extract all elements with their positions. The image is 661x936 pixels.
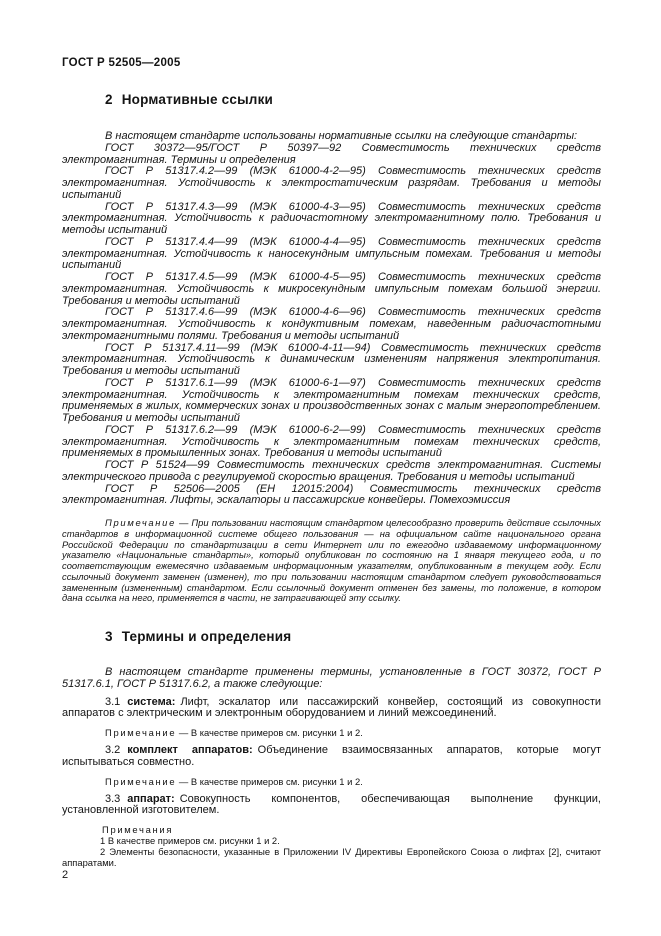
- section-2-note: [62, 518, 601, 604]
- term-number: 3.1: [105, 695, 121, 708]
- reference-entry: ГОСТ Р 51317.4.11—99 (МЭК 61000-4-11—94) Совместимость технических средств электромагнитная. Устойчивость к динамическим изменениям напряжения электропитания. Требования и методы испытаний: [62, 341, 601, 377]
- page-number: 2: [62, 869, 69, 881]
- section-3-number: 3: [105, 629, 113, 644]
- section-3-intro: В настоящем стандарте применены термины, установленные в ГОСТ 30372, ГОСТ Р 51317.6.1, ГОСТ Р 51317.6.2, а также следующие:: [62, 666, 601, 690]
- note-text: — При пользовании настоящим стандартом целесообразно проверить действие ссылочных стандартов в информационной системе общего пользования — на официальном сайте национального органа Российской Федерации по стандартизации в сети Интернет или по ежегодно издаваемому информационному указателю «Национальные стандарты», который опубликован по состоянию на 1 января текущего года, и по соответствующим ежемесячно издаваемым информационным указателям, опубликованным в текущем году. Если ссылочный документ заменен (изменен), то при пользовании настоящим стандартом следует руководствоваться замененным (измененным) стандартом. Если ссылочный документ отменен без замены, то положение, в котором дана ссылка на него, применяется в части, не затрагивающей эту ссылку.: [62, 517, 601, 604]
- section-2-heading: [62, 92, 601, 107]
- term-3-3-note-2: 2 Элементы безопасности, указанные в Приложении IV Директивы Европейского Союза о лифтах [2], считают аппаратами.: [62, 846, 601, 868]
- note-label: Примечание: [105, 727, 177, 738]
- term-number: 3.3: [105, 792, 121, 805]
- reference-entry: ГОСТ Р 51317.4.4—99 (МЭК 61000-4-4—95) Совместимость технических средств электромагнитная. Устойчивость к наносекундным импульсным помехам. Требования и методы испытаний: [62, 235, 601, 272]
- note-text: — В качестве примеров см. рисунки 1 и 2.: [178, 727, 363, 738]
- references-list: [62, 143, 601, 507]
- page-content: [62, 57, 601, 868]
- term-3-1: [62, 697, 601, 721]
- reference-entry: ГОСТ Р 51317.6.2—99 (МЭК 61000-6-2—99) Совместимость технических средств электромагнитная. Устойчивость к электромагнитным помехам технических средств, применяемых в промышленных зонах. Требования и методы испытаний: [62, 423, 601, 460]
- reference-entry: ГОСТ Р 51317.4.6—99 (МЭК 61000-4-6—96) Совместимость технических средств электромагнитная. Устойчивость к кондуктивным помехам, наведенным радиочастотными электромагнитными полями. Требования и методы испытаний: [62, 306, 601, 342]
- doc-code: ГОСТ Р 52505—2005: [62, 57, 181, 69]
- reference-entry: ГОСТ Р 51317.4.2—99 (МЭК 61000-4-2—95) Совместимость технических средств электромагнитная. Устойчивость к электростатическим разрядам. Требования и методы испытаний: [62, 165, 601, 201]
- term-definition: Объединение взаимосвязанных аппаратов, которые могут испытываться совместно.: [62, 744, 602, 768]
- term-3-2: [62, 745, 601, 769]
- section-2-number: 2: [105, 92, 113, 107]
- term-definition: Совокупность компонентов, обеспечивающая выполнение функции, установленной изготовителем.: [62, 792, 601, 817]
- term-3-3: [62, 794, 601, 818]
- note-label: Примечание: [105, 775, 177, 787]
- reference-entry: ГОСТ Р 51524—99 Совместимость технических средств электромагнитная. Системы электрического привода с регулируемой скоростью вращения. Требования и методы испытаний: [62, 459, 601, 483]
- note-text: — В качестве примеров см. рисунки 1 и 2.: [178, 775, 363, 787]
- term-3-1-note: [62, 727, 601, 738]
- section-3-heading: [62, 629, 601, 644]
- term-3-3-notes-label: Примечания: [102, 824, 174, 835]
- section-2-title: Нормативные ссылки: [121, 92, 274, 107]
- reference-entry: ГОСТ Р 52506—2005 (ЕН 12015:2004) Совместимость технических средств электромагнитная. Лифты, эскалаторы и пассажирские конвейеры. Помехоэмиссия: [62, 482, 601, 507]
- reference-entry: ГОСТ Р 51317.4.3—99 (МЭК 61000-4-3—95) Совместимость технических средств электромагнитная. Устойчивость к радиочастотному электромагнитному полю. Требования и методы испытаний: [62, 200, 601, 236]
- reference-entry: ГОСТ 30372—95/ГОСТ Р 50397—92 Совместимость технических средств электромагнитная. Термины и определения: [62, 141, 601, 166]
- reference-entry: ГОСТ Р 51317.4.5—99 (МЭК 61000-4-5—95) Совместимость технических средств электромагнитная. Устойчивость к микросекундным импульсным помехам большой энергии. Требования и методы испытаний: [62, 271, 601, 307]
- term-name: аппарат:: [127, 792, 175, 805]
- reference-entry: ГОСТ Р 51317.6.1—99 (МЭК 61000-6-1—97) Совместимость технических средств электромагнитная. Устойчивость к электромагнитным помехам технических средств, применяемых в жилых, коммерческих зонах и производственных зонах с малым энергопотреблением. Требования и методы испытаний: [62, 376, 601, 424]
- section-3-title: Термины и определения: [121, 629, 292, 644]
- note-label: Примечание: [105, 517, 176, 528]
- term-definition: Лифт, эскалатор или пассажирский конвейер, состоящий из совокупности аппаратов с электрическим и электронным оборудованием и линий межсоединений.: [62, 695, 601, 720]
- term-number: 3.2: [105, 744, 121, 756]
- term-3-3-note-1: 1 В качестве примеров см. рисунки 1 и 2.: [100, 835, 280, 846]
- term-name: система:: [127, 695, 176, 708]
- term-name: комплект аппаратов:: [127, 744, 253, 756]
- section-2-intro: В настоящем стандарте использованы нормативные ссылки на следующие стандарты:: [105, 130, 578, 142]
- term-3-2-note: [62, 776, 601, 787]
